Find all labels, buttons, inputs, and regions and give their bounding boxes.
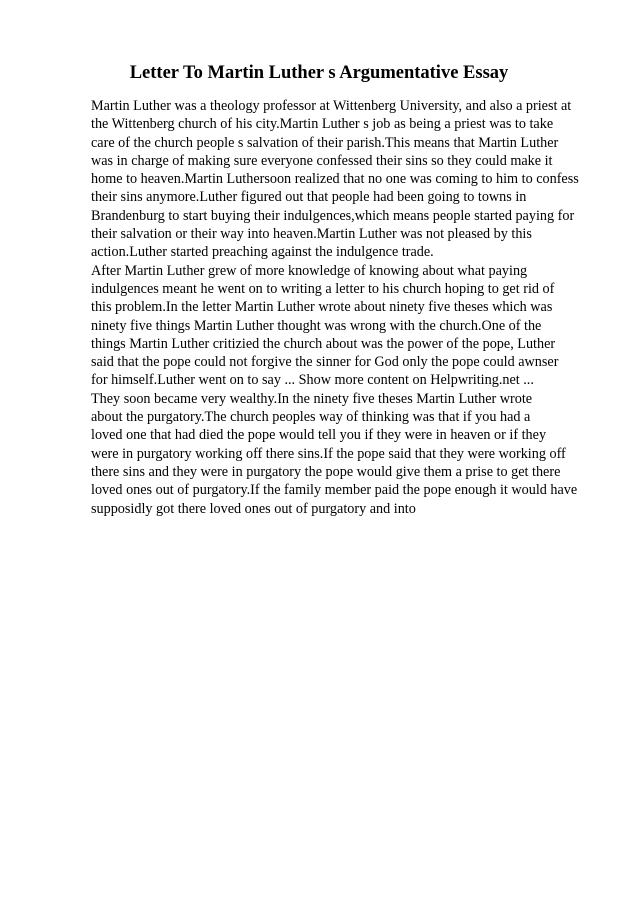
text-line: their salvation or their way into heaven.Martin Luther was not pleased by this bbox=[91, 226, 532, 243]
text-line: about the purgatory.The church peoples way of thinking was that if you had a bbox=[91, 409, 531, 426]
text-line: care of the church people s salvation of their parish.This means that Martin Luther bbox=[91, 134, 559, 151]
text-line: Martin Luther was a theology professor at Wittenberg University, and also a priest at bbox=[91, 98, 572, 114]
text-line: home to heaven.Martin Luthersoon realized that no one was coming to him to confess bbox=[91, 171, 579, 188]
document-title: Letter To Martin Luther s Argumentative Essay bbox=[129, 63, 509, 83]
text-line: said that the pope could not forgive the sinner for God only the pope could awnser bbox=[91, 354, 559, 371]
text-line: the Wittenberg church of his city.Martin Luther s job as being a priest was to take bbox=[91, 116, 554, 133]
text-line: Brandenburg to start buying their indulgences,which means people started paying for bbox=[91, 207, 575, 224]
text-line: for himself.Luther went on to say ... Show more content on Helpwriting.net ... bbox=[91, 372, 534, 389]
document-body bbox=[91, 97, 611, 518]
text-line: there sins and they were in purgatory the pope would give them a prise to get there bbox=[91, 463, 561, 480]
text-line: was in charge of making sure everyone confessed their sins so they could make it bbox=[91, 152, 553, 169]
text-line: loved ones out of purgatory.If the family member paid the pope enough it would have bbox=[91, 482, 578, 499]
text-line: indulgences meant he went on to writing a letter to his church hoping to get rid of bbox=[91, 280, 555, 297]
text-line: things Martin Luther critizied the church about was the power of the pope, Luther bbox=[91, 335, 556, 352]
text-line: ninety five things Martin Luther thought was wrong with the church.One of the bbox=[91, 317, 542, 334]
text-line: They soon became very wealthy.In the ninety five theses Martin Luther wrote bbox=[91, 390, 533, 407]
text-line: After Martin Luther grew of more knowledge of knowing about what paying bbox=[91, 262, 528, 279]
text-line: were in purgatory working off there sins.If the pope said that they were working off bbox=[91, 445, 566, 462]
text-line: this problem.In the letter Martin Luther wrote about ninety five theses which was bbox=[91, 299, 553, 316]
text-line: supposidly got there loved ones out of purgatory and into bbox=[91, 500, 416, 517]
text-line: action.Luther started preaching against the indulgence trade. bbox=[91, 244, 434, 261]
text-line: their sins anymore.Luther figured out that people had been going to towns in bbox=[91, 189, 527, 206]
text-line: loved one that had died the pope would tell you if they were in heaven or if they bbox=[91, 427, 547, 444]
